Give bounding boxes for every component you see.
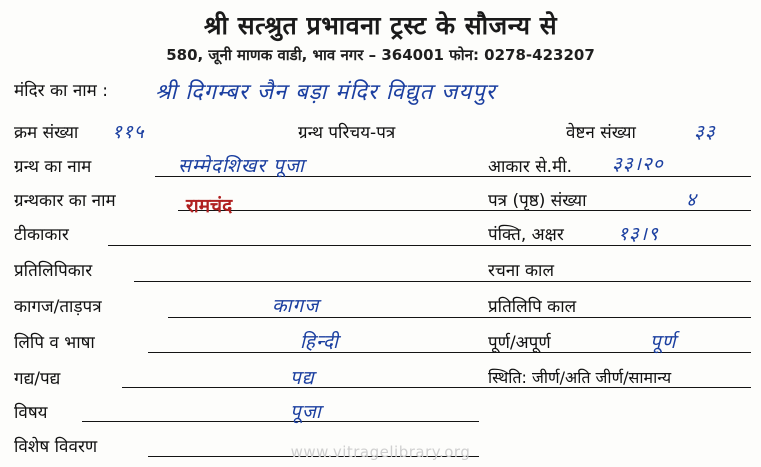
value-right-3: १३।९	[618, 223, 659, 245]
value-left-5: कागज	[272, 295, 320, 317]
rule-right-5	[479, 317, 751, 318]
rule-right-3	[479, 245, 751, 246]
value-right-1: ३३।२०	[612, 153, 664, 175]
label-right-3: पंक्ति, अक्षर	[488, 225, 564, 245]
label-right-6: पूर्ण/अपूर्ण	[488, 333, 551, 353]
rule-right-4	[479, 281, 751, 282]
value-right-2: ४	[686, 189, 697, 211]
rule-left-8	[82, 421, 479, 422]
value-left-6: हिन्दी	[300, 331, 339, 353]
label-left-2: ग्रन्थकार का नाम	[14, 191, 116, 211]
label-right-2: पत्र (पृष्ठ) संख्या	[488, 191, 587, 211]
value-left-0: ११५	[112, 121, 145, 143]
watermark: www.vitragelibrary.org	[290, 443, 471, 461]
label-left-8: विषय	[14, 403, 48, 423]
label-right-4: रचना काल	[488, 261, 554, 281]
value-left-1: सम्मेदशिखर पूजा	[178, 155, 305, 177]
label-temple-name: मंदिर का नाम :	[14, 81, 108, 101]
trust-title: श्री सत्श्रुत प्रभावना ट्रस्ट के सौजन्य से	[203, 11, 558, 40]
form-title: ग्रन्थ परिचय-पत्र	[298, 123, 396, 143]
label-right-7: स्थिति: जीर्ण/अति जीर्ण/सामान्य	[488, 368, 672, 387]
rule-left-3	[108, 245, 479, 246]
label-left-4: प्रतिलिपिकार	[14, 261, 93, 281]
value-left-7: पद्य	[290, 367, 315, 389]
trust-address: 580, जूनी माणक वाडी, भाव नगर – 364001 फोन: 0278-423207	[166, 46, 595, 64]
rule-right-2	[479, 210, 751, 211]
value-temple-name: श्री दिगम्बर जैन बड़ा मंदिर विद्युत जयपुर	[155, 80, 496, 105]
label-right-0: वेष्टन संख्या	[566, 123, 636, 143]
label-right-5: प्रतिलिपि काल	[488, 297, 577, 317]
label-left-3: टीकाकार	[14, 225, 69, 245]
rule-left-4	[134, 281, 479, 282]
label-right-1: आकार से.मी.	[488, 157, 573, 177]
value-left-8: पूजा	[290, 401, 322, 423]
label-left-5: कागज/ताड़पत्र	[14, 297, 102, 317]
rule-right-7	[479, 387, 751, 388]
rule-right-1	[479, 176, 751, 177]
label-left-9: विशेष विवरण	[14, 437, 98, 457]
value-right-6: पूर्ण	[650, 331, 677, 353]
label-left-7: गद्य/पद्य	[14, 369, 61, 389]
label-left-0: क्रम संख्या	[14, 123, 79, 143]
value-left-2: रामचंद	[186, 195, 233, 217]
label-left-1: ग्रन्थ का नाम	[14, 157, 92, 177]
value-right-0: ३३	[694, 121, 716, 143]
rule-right-6	[479, 352, 751, 353]
label-left-6: लिपि व भाषा	[14, 333, 95, 353]
rule-left-5	[168, 317, 479, 318]
